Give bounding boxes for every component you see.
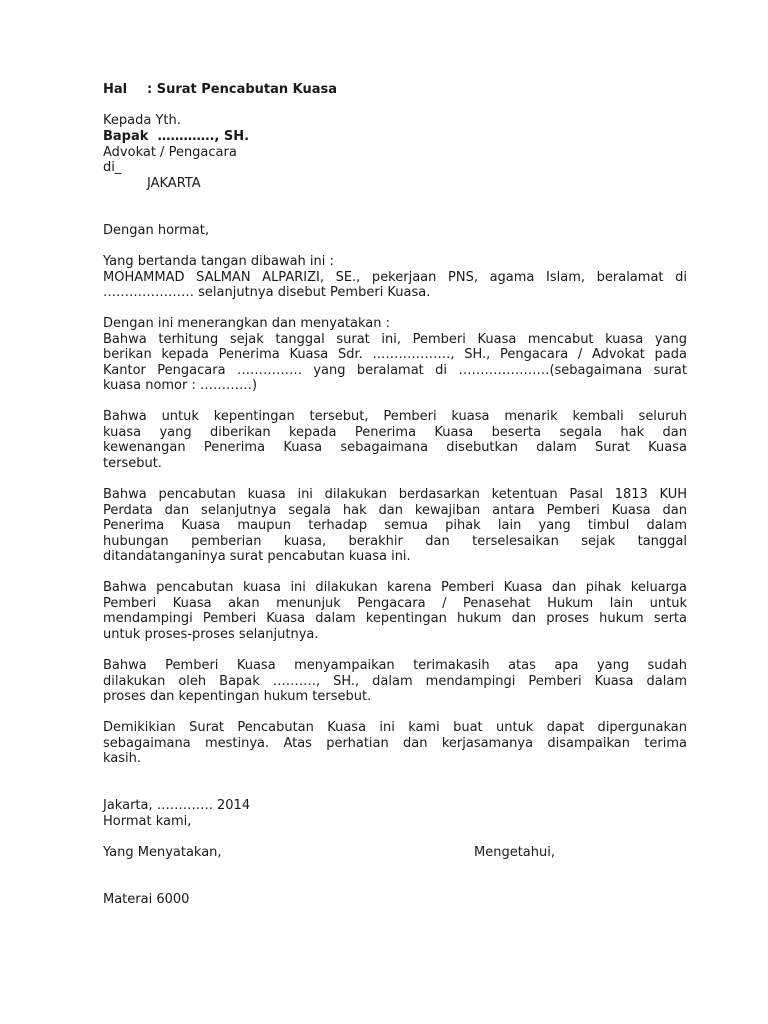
paragraph-line: kasih.	[103, 751, 142, 766]
intro-line: Yang bertanda tangan dibawah ini :	[103, 254, 334, 269]
statement-line: berikan kepada Penerima Kuasa Sdr. ………………, SH., Pengacara / Advokat pada	[103, 347, 687, 362]
paragraph-line: mendampingi Pemberi Kuasa dalam kepentingan hukum dan proses hukum serta	[103, 611, 687, 626]
paragraph-line: hubungan pemberian kuasa, berakhir dan terselesaikan sejak tanggal	[103, 533, 687, 549]
paragraph-line: kewenangan Penerima Kuasa sebagaimana disebutkan dalam Surat Kuasa	[103, 440, 687, 455]
paragraph-line: Bahwa pencabutan kuasa ini dilakukan karena Pemberi Kuasa dan pihak keluarga	[103, 580, 687, 595]
statement-line: Bahwa terhitung sejak tanggal surat ini, Pemberi Kuasa mencabut kuasa yang	[103, 331, 687, 347]
paragraph-line: untuk proses-proses selanjutnya.	[103, 626, 319, 642]
paragraph-line: Bahwa pencabutan kuasa ini dilakukan berdasarkan ketentuan Pasal 1813 KUH	[103, 487, 687, 502]
intro-line: MOHAMMAD SALMAN ALPARIZI, SE., pekerjaan PNS, agama Islam, beralamat di	[103, 269, 687, 285]
paragraph-reason	[103, 580, 687, 642]
paragraph-line: Demikikian Surat Pencabutan Kuasa ini kami buat untuk dapat dipergunakan	[103, 720, 687, 735]
addressee-name: Bapak …………., SH.	[103, 129, 250, 144]
addressee-di: di_	[103, 160, 122, 175]
paragraph-closing	[103, 720, 687, 767]
addressee-city: JAKARTA	[147, 176, 201, 191]
paragraph-line: dilakukan oleh Bapak ………., SH., dalam mendampingi Pemberi Kuasa dalam	[103, 673, 687, 689]
paragraph-line: tersebut.	[103, 455, 162, 471]
paragraph-line: Perdata dan selanjutnya segala hak dan kewajiban antara Pemberi Kuasa dan	[103, 502, 687, 518]
greeting: Dengan hormat,	[103, 223, 210, 238]
subject-text: : Surat Pencabutan Kuasa	[147, 82, 338, 97]
paragraph-line: kuasa yang diberikan kepada Penerima Kuasa beserta segala hak dan	[103, 424, 687, 440]
paragraph-thanks	[103, 658, 687, 705]
stamp-duty-label: Materai 6000	[103, 892, 190, 907]
intro-block	[103, 254, 687, 301]
statement-block	[103, 316, 687, 394]
place-date: Jakarta, …………. 2014	[103, 798, 251, 813]
paragraph-legal-basis	[103, 487, 687, 565]
paragraph-line: Bahwa untuk kepentingan tersebut, Pemberi kuasa menarik kembali seluruh	[103, 409, 687, 424]
declarant-label: Yang Menyatakan,	[103, 845, 222, 860]
statement-line: Dengan ini menerangkan dan menyatakan :	[103, 316, 391, 331]
paragraph-line: Penerima Kuasa maupun terhadap semua pihak lain yang timbul dalam	[103, 518, 687, 533]
acknowledged-label: Mengetahui,	[474, 845, 555, 860]
paragraph-line: proses dan kepentingan hukum tersebut.	[103, 689, 372, 704]
paragraph-line: Bahwa Pemberi Kuasa menyampaikan terimakasih atas apa yang sudah	[103, 658, 687, 673]
paragraph-withdraw-rights	[103, 409, 687, 471]
addressee-title: Advokat / Pengacara	[103, 145, 237, 160]
statement-line: Kantor Pengacara …………… yang beralamat di …………………(sebagaimana surat	[103, 362, 687, 378]
regards: Hormat kami,	[103, 814, 192, 829]
statement-line: kuasa nomor : …………)	[103, 378, 258, 393]
addressee-to: Kepada Yth.	[103, 113, 181, 128]
paragraph-line: ditandatanganinya surat pencabutan kuasa ini.	[103, 549, 411, 564]
subject-label: Hal	[103, 82, 128, 97]
paragraph-line: sebagaimana mestinya. Atas perhatian dan kerjasamanya disampaikan terima	[103, 735, 687, 751]
intro-line: ………………… selanjutnya disebut Pemberi Kuasa.	[103, 285, 431, 300]
paragraph-line: Pemberi Kuasa akan menunjuk Pengacara / Penasehat Hukum lain untuk	[103, 595, 687, 611]
